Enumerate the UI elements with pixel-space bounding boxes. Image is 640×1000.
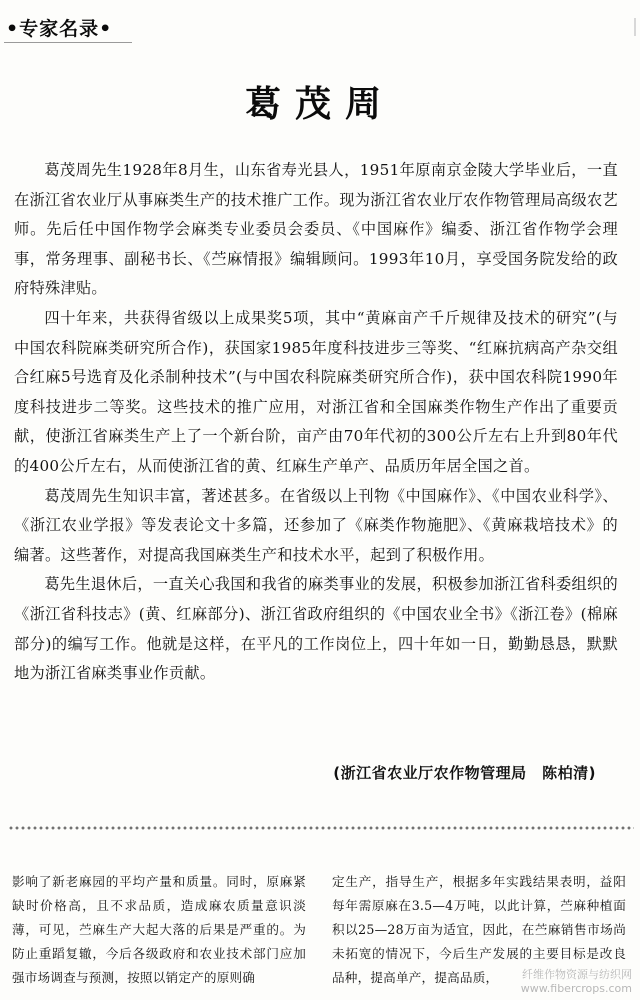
site-watermark [521, 968, 632, 996]
article-paragraph-4: 葛先生退休后，一直关心我国和我省的麻类事业的发展，积极参加浙江省科委组织的《浙江省科技志》(黄、红麻部分)、浙江省政府组织的《中国农业全书》《浙江卷》(棉麻部分)的编写工作。他就是这样，在平凡的工作岗位上，四十年如一日，勤勤恳恳，默默地为浙江省麻类事业作贡献。 [14, 575, 618, 683]
column-label: •专家名录• [6, 18, 113, 40]
page-edge-mark [634, 18, 636, 36]
article-title: 葛茂周 [244, 84, 395, 125]
article-paragraph-1: 葛茂周先生1928年8月生，山东省寿光县人，1951年原南京金陵大学毕业后，一直在浙江省农业厅从事麻类生产的技术推广工作。现为浙江省农业厅农作物管理局高级农艺师。先后任中国作物学会麻类专业委员会委员、《中国麻作》编委、浙江省作物学会理事，常务理事、副秘书长、《苎麻情报》编辑顾问。1993年10月，享受国务院发给的政府特殊津贴。 [14, 161, 619, 298]
continued-right-column: 定生产，指导生产，根据多年实践结果表明，益阳每年需原麻在3.5—4万吨，以此计算，苎麻种植面积以25—28万亩为适宜，因此，在苎麻销售市场尚未拓宽的情况下，今后生产发展的主要目标是改良品种，提高单产，提高品质， [332, 874, 626, 985]
continued-left-column: 影响了新老麻园的平均产量和质量。同时，原麻紧缺时价格高，且不求品质，造成麻农质量意识淡薄，可见，苎麻生产大起大落的后果是严重的。为防止重蹈复辙，今后各级政府和农业技术部门应加强市场调查与预测，按照以销定产的原则确 [12, 874, 306, 985]
watermark-url: www.fibercrops.com [520, 982, 632, 995]
column-label-rule [4, 42, 132, 43]
dotted-divider [8, 825, 634, 837]
article-signature: (浙江省农业厅农作物管理局 陈柏清) [333, 764, 596, 782]
article-paragraph-2: 四十年来，共获得省级以上成果奖5项，其中“黄麻亩产千斤规律及技术的研究”(与中国农科院麻类研究所合作)，获国家1985年度科技进步三等奖、“红麻抗病高产杂交组合红麻5号选育及化杀制种技术”(与中国农科院麻类研究所合作)，获中国农科院1990年度科技进步二等奖。这些技术的推广应用，对浙江省和全国麻类作物生产作出了重要贡献，使浙江省麻类生产上了一个新台阶，亩产由70年代初的300公斤左右上升到80年代的400公斤左右，从而使浙江省的黄、红麻生产单产、品质历年居全国之首。 [14, 308, 618, 475]
article-body [14, 156, 618, 689]
watermark-brand: 纤维作物资源与纺织网 [522, 968, 632, 981]
article-paragraph-3: 葛茂周先生知识丰富，著述甚多。在省级以上刊物《中国麻作》、《中国农业科学》、《浙江农业学报》等发表论文十多篇，还参加了《麻类作物施肥》、《黄麻栽培技术》的编著。这些著作，对提高我国麻类生产和技术水平，起到了积极作用。 [14, 486, 618, 564]
